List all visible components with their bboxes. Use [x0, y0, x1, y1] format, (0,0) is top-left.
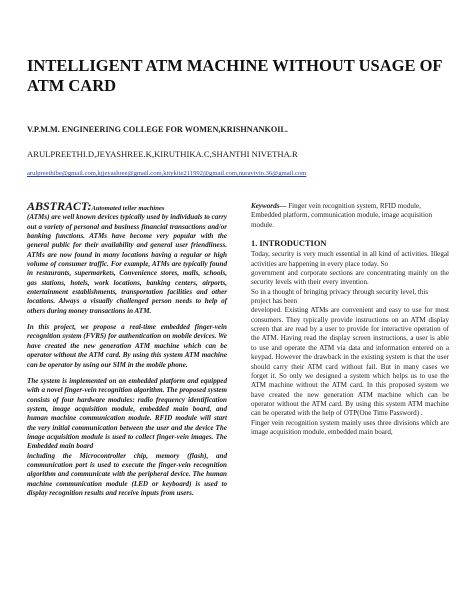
abstract-intro	[27, 199, 227, 213]
author-list: ARULPREETHI.D,JEYASHREE.K,KIRUTHIKA.C,SHANTHI NIVETHA.R	[27, 149, 298, 159]
intro-paragraph-3: So in a thought of bringing privacy through security level, this project has been	[251, 287, 429, 306]
abstract-paragraph-2: In this project, we propose a real-time embedded finger-vein recognition system (FVRS) for authentication on mobile devices. We have created the new generation ATM machine which can be operator without the ATM card. By using this system ATM machine can be operator by using our SIM in the mobile phone.	[27, 323, 227, 369]
paper-title: INTELLIGENT ATM MACHINE WITHOUT USAGE OF ATM CARD	[27, 56, 442, 95]
introduction-heading: 1. INTRODUCTION	[251, 239, 327, 249]
abstract-paragraph-4: including the Microcontroller chip, memory (flash), and communication port is used to execute the finger-vein recognition algorithm and communicate with the peripheral device. The human machine communication module (LED or keyboard) is used to display recognition results and receive inputs from users.	[27, 451, 227, 497]
email-links[interactable]: arulpreethibe@gmail.com,kjjeyashree@gmail.com,kitykite211992@gmail.com,nuravivin.36@gmail.com	[27, 170, 307, 177]
abstract-lead: Automated teller machines	[91, 205, 165, 212]
college-name: V.P.M.M. ENGINEERING COLLEGE FOR WOMEN,KRISHNANKOIL.	[27, 125, 288, 134]
body-column	[251, 202, 449, 437]
abstract-paragraph-1: (ATMs) are well known devices typically used by individuals to carry out a variety of personal and business financial transactions and/or banking functions. ATMs have become very popular with the general public for their availability and general user friendliness. ATMs are now found in many locations having a regular or high volume of consumer traffic. For example, ATMs are typically found in restaurants, supermarkets, Convenience stores, malls, schools, gas stations, hotels, work locations, banking centers, airports, entertainment establishments, transportation facilities and other locations. Always a visually challenged person needs to help of others during money transactions in ATM.	[27, 213, 227, 315]
intro-paragraph-5: Finger vein recognition system mainly uses three divisions which are image acquisition module, embedded main board,	[251, 418, 449, 436]
abstract-column	[27, 199, 227, 498]
abstract-paragraph-3: The system is implemented on an embedded platform and equipped with a novel finger-vein recognition algorithm. The proposed system consists of four hardware modules: radio frequency identification system, image acquisition module, embedded main board, and human machine communication module. RFID module will start the very initial communication between the user and the device The image acquisition module is used to collect finger-vein images. The Embedded main board	[27, 376, 227, 451]
keywords-label: Keywords—	[251, 202, 287, 210]
keywords-text: Finger vein recognition system, RFID module, Embedded platform, communication module, image acquisition module.	[251, 202, 433, 229]
intro-paragraph-4: developed. Existing ATMs are convenient and easy to use for most consumers. They typically provide instructions on an ATM display screen that are read by a user to provide for interactive operation of the ATM. Having read the display screen instructions, a user is able to use and operate the ATM via data and information entered on a keypad. However the drawback in the existing system is that the user should carry their ATM card without fail. But in many cases we forget it. So only we designed a system which helps us to use the ATM machine without the ATM card. In this proposed system we have created the new generation ATM machine which can be operator without the ATM card. By using this system ATM machine can be operated with the help of OTP(One Time Password) .	[251, 306, 449, 418]
abstract-heading: ABSTRACT:	[27, 199, 92, 213]
keywords-paragraph	[251, 202, 449, 230]
intro-paragraph-2: government and corporate sections are concentrating mainly on the security levels with their every invention.	[251, 269, 449, 287]
intro-paragraph-1: Today, security is very much essential in all kind of activities. Illegal activities are happening in every place today. So	[251, 250, 449, 268]
